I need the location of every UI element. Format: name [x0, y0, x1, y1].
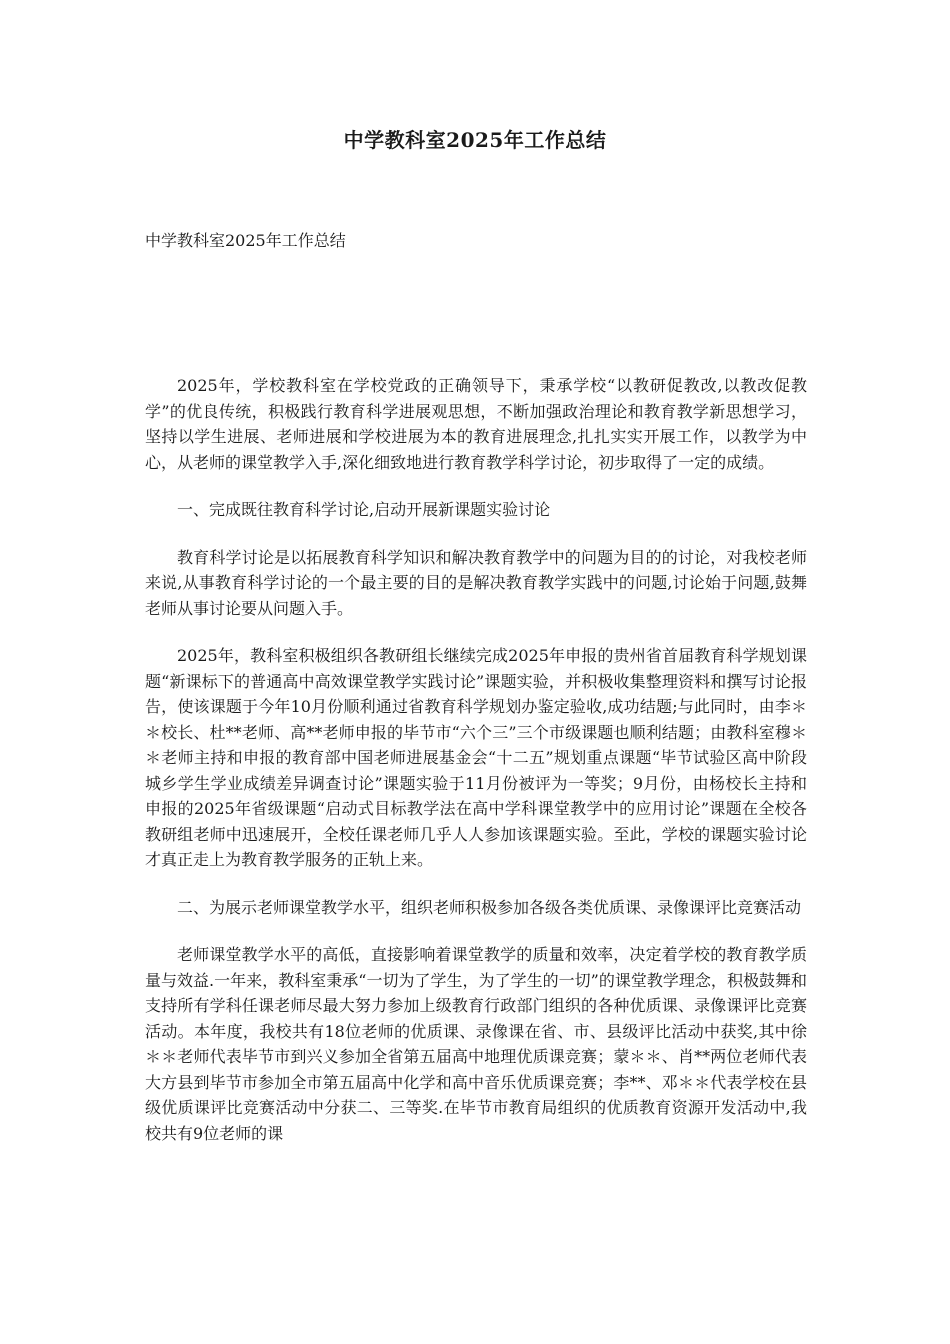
- document-title: 中学教科室2025年工作总结: [343, 128, 607, 152]
- document-subtitle: 中学教科室2025年工作总结: [145, 231, 346, 250]
- paragraph-intro: 2025年，学校教科室在学校党政的正确领导下，秉承学校“以教研促教改,以教改促教学”的优良传统，积极践行教育科学进展观思想，不断加强政治理论和教育教学新思想学习，坚持以学生进展、老师进展和学校进展为本的教育进展理念,扎扎实实开展工作，以教学为中心，从老师的课堂教学入手,深化细致地进行教育教学科学讨论，初步取得了一定的成绩。: [145, 376, 807, 472]
- section-heading-1: 一、完成既往教育科学讨论,启动开展新课题实验讨论: [177, 500, 551, 519]
- paragraph: 老师课堂教学水平的高低，直接影响着课堂教学的质量和效率，决定着学校的教育教学质量与效益.一年来，教科室秉承“一切为了学生，为了学生的一切”的课堂教学理念，积极鼓舞和支持所有学科任课老师尽最大努力参加上级教育行政部门组织的各种优质课、录像课评比竞赛活动。本年度，我校共有18位老师的优质课、录像课在省、市、县级评比活动中获奖,其中徐＊＊老师代表毕节市到兴义参加全省第五届高中地理优质课竞赛；蒙＊＊、肖**两位老师代表大方县到毕节市参加全市第五届高中化学和高中音乐优质课竞赛；李**、邓＊＊代表学校在县级优质课评比竞赛活动中分获二、三等奖.在毕节市教育局组织的优质教育资源开发活动中,我校共有9位老师的课: [145, 945, 807, 1143]
- paragraph: 2025年，教科室积极组织各教研组长继续完成2025年申报的贵州省首届教育科学规划课题“新课标下的普通高中高效课堂教学实践讨论”课题实验，并积极收集整理资料和撰写讨论报告，使该课题于今年10月份顺利通过省教育科学规划办鉴定验收,成功结题;与此同时，由李＊＊校长、杜**老师、高**老师申报的毕节市“六个三”三个市级课题也顺利结题；由教科室穆＊＊老师主持和申报的教育部中国老师进展基金会“十二五”规划重点课题“毕节试验区高中阶段城乡学生学业成绩差异调查讨论”课题实验于11月份被评为一等奖；9月份，由杨校长主持和申报的2025年省级课题“启动式目标教学法在高中学科课堂教学中的应用讨论”课题在全校各教研组老师中迅速展开，全校任课老师几乎人人参加该课题实验。至此，学校的课题实验讨论才真正走上为教育教学服务的正轨上来。: [145, 646, 807, 869]
- section-heading-2: 二、为展示老师课堂教学水平，组织老师积极参加各级各类优质课、录像课评比竞赛活动: [177, 897, 802, 917]
- document-body: [145, 373, 807, 1168]
- paragraph: 教育科学讨论是以拓展教育科学知识和解决教育教学中的问题为目的的讨论，对我校老师来说,从事教育科学讨论的一个最主要的目的是解决教育教学实践中的问题,讨论始于问题,鼓舞老师从事讨论要从问题入手。: [145, 547, 807, 618]
